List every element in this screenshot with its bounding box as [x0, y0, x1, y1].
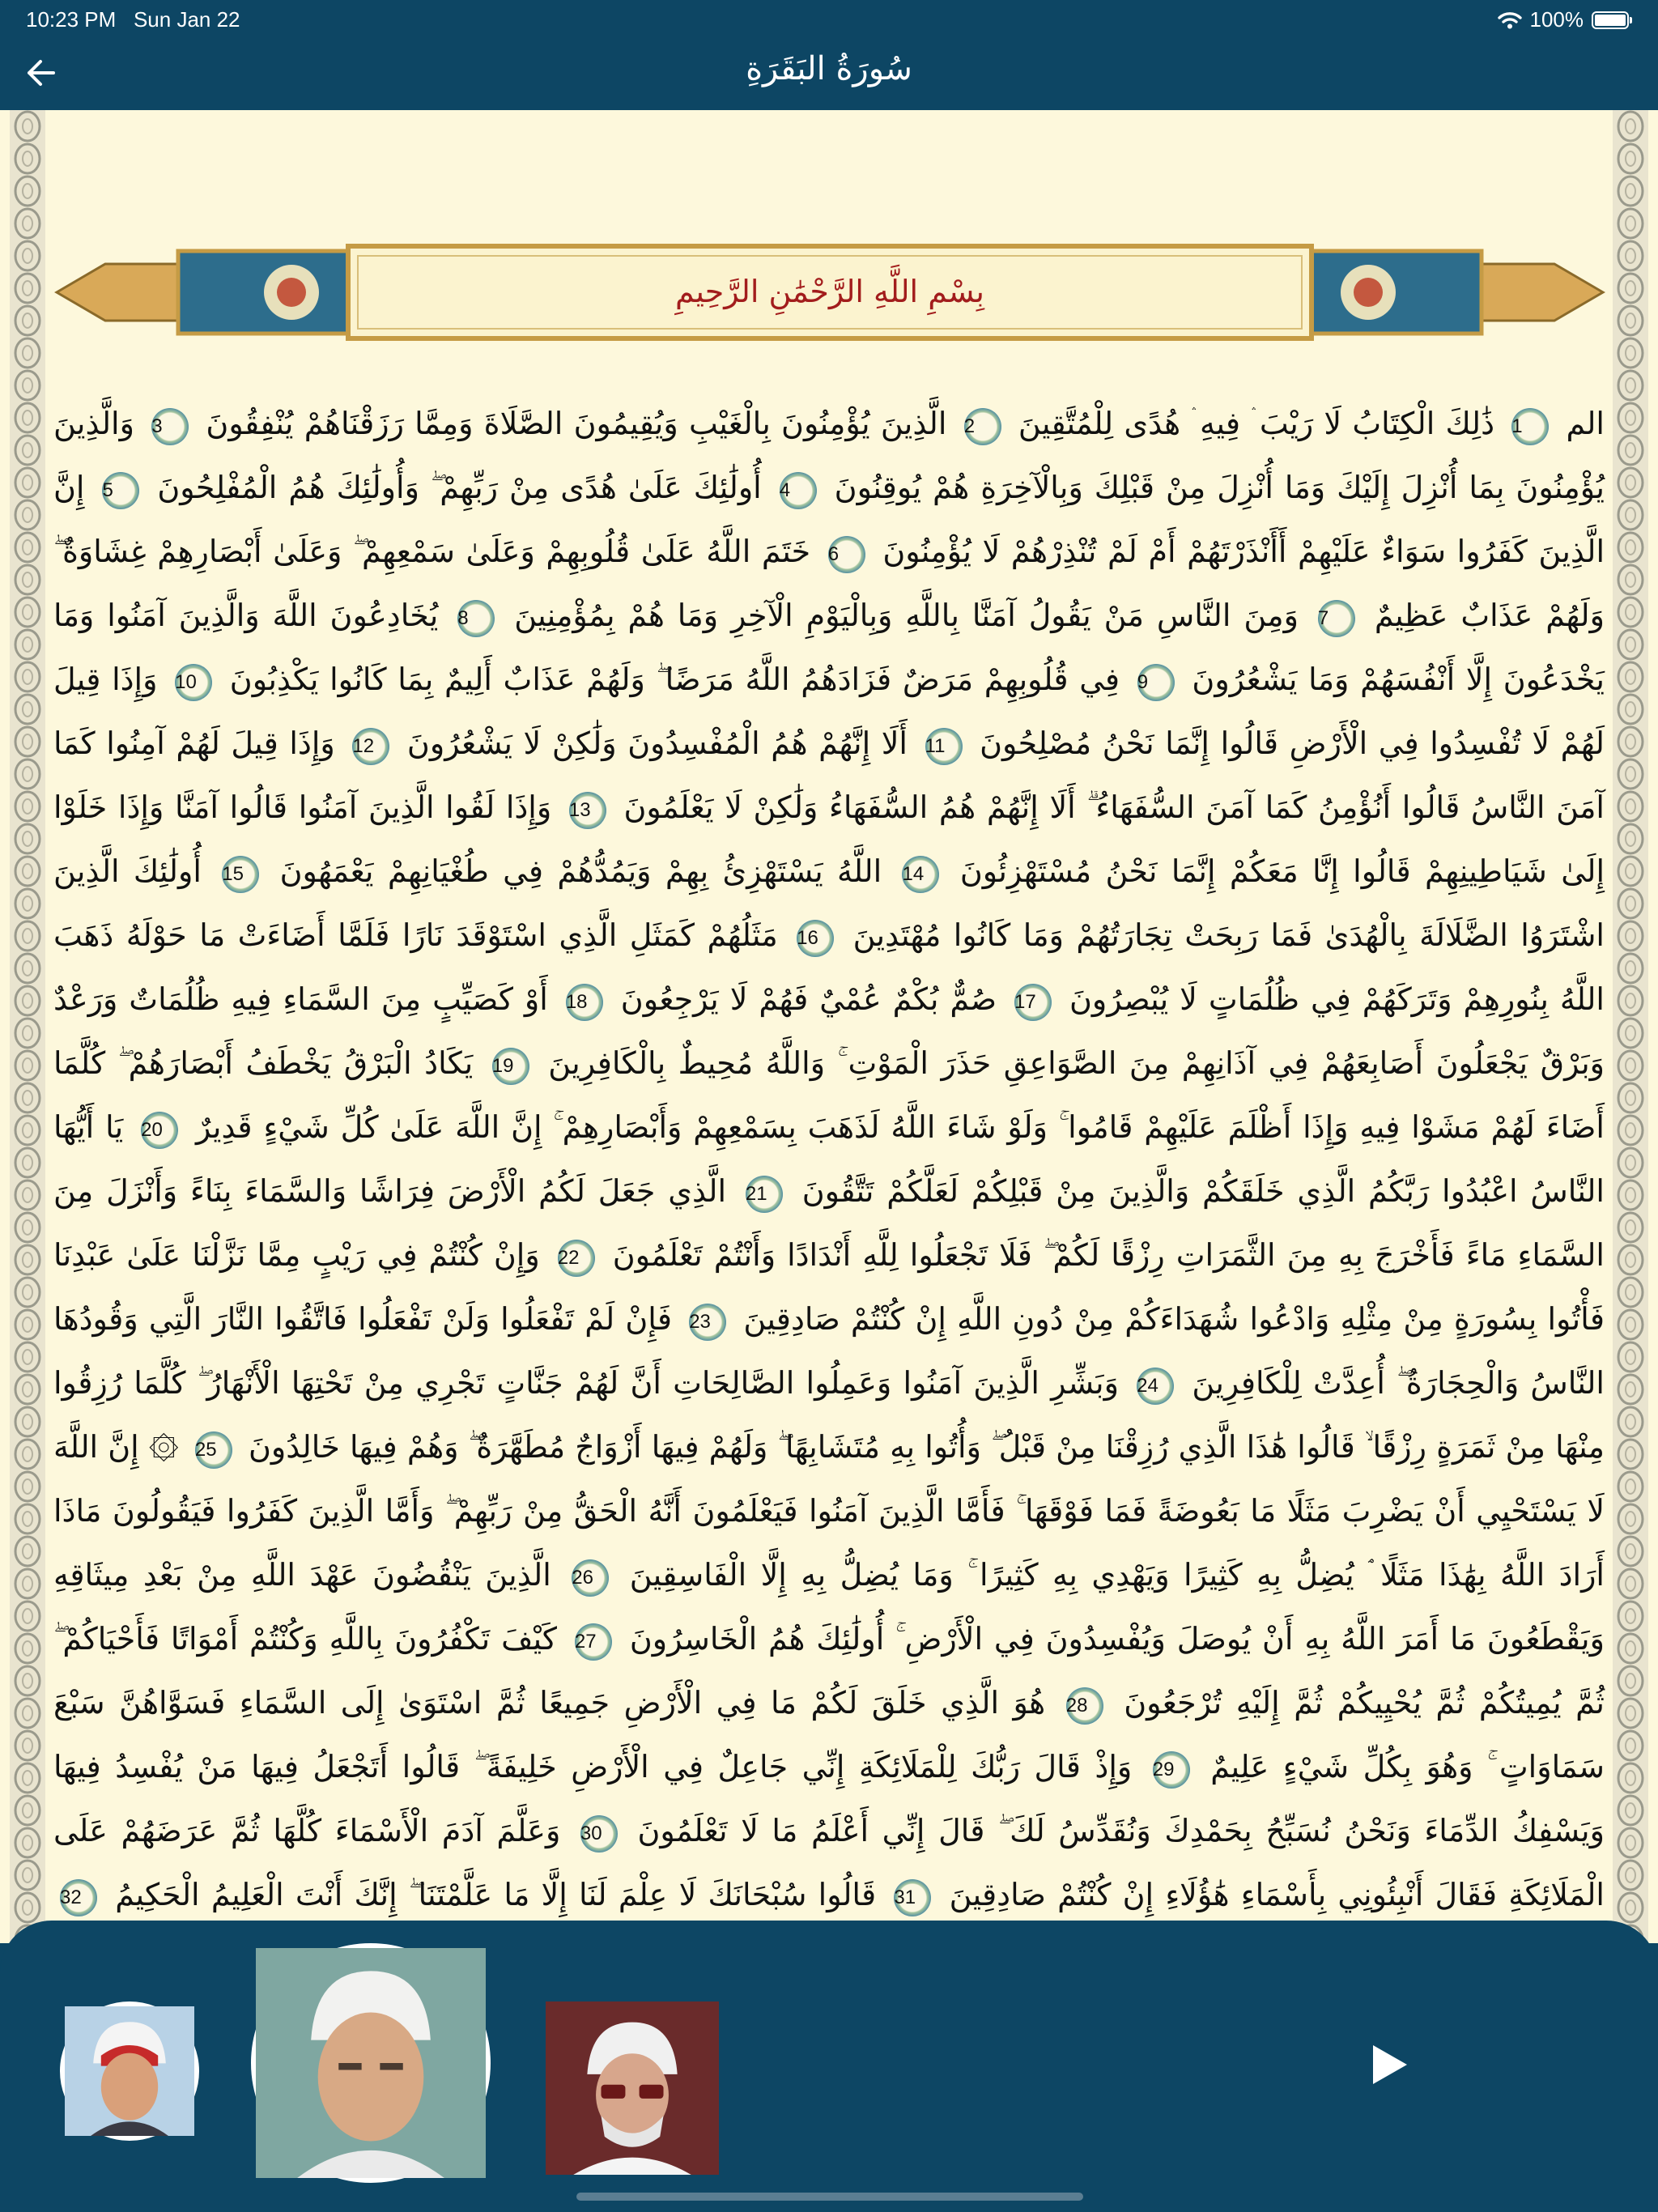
- verse-2[interactable]: ذَٰلِكَ الْكِتَابُ لَا رَيْبَ ۛ فِيهِ ۛ هُدًى لِلْمُتَّقِينَ: [1007, 406, 1495, 441]
- status-bar: [0, 0, 1658, 39]
- ayah-number-marker[interactable]: 23: [689, 1304, 726, 1341]
- ayah-number-marker[interactable]: 13: [569, 792, 606, 829]
- ayah-number-marker[interactable]: 28: [1066, 1687, 1103, 1725]
- page-border-left: [10, 110, 45, 1943]
- ayah-number-marker[interactable]: 25: [195, 1431, 232, 1469]
- verse-27[interactable]: الَّذِينَ يَنْقُضُونَ عَهْدَ اللَّهِ مِنْ بَعْدِ مِيثَاقِهِ وَيَقْطَعُونَ مَا أَمَرَ اللَّهُ بِهِ أَنْ يُوصَلَ وَيُفْسِدُونَ فِي الْأَرْضِ ۚ أُولَٰئِكَ هُمُ الْخَاسِرُونَ: [53, 1557, 1605, 1657]
- ayah-number-marker[interactable]: 4: [780, 472, 817, 509]
- audio-player: [0, 1921, 1658, 2212]
- verse-10[interactable]: فِي قُلُوبِهِمْ مَرَضٌ فَزَادَهُمُ اللَّهُ مَرَضًا ۖ وَلَهُمْ عَذَابٌ أَلِيمٌ بِمَا كَانُوا يَكْذِبُونَ: [219, 661, 1120, 697]
- verse-31[interactable]: وَعَلَّمَ آدَمَ الْأَسْمَاءَ كُلَّهَا ثُمَّ عَرَضَهُمْ عَلَى الْمَلَائِكَةِ فَقَالَ أَنْبِئُونِي بِأَسْمَاءِ هَٰؤُلَاءِ إِنْ كُنْتُمْ صَادِقِينَ: [53, 1813, 1605, 1912]
- ayah-number-marker[interactable]: 10: [175, 664, 212, 701]
- ayah-number-marker[interactable]: 30: [580, 1815, 618, 1853]
- ayah-number-marker[interactable]: 16: [797, 920, 834, 957]
- ayah-number-marker[interactable]: 6: [828, 536, 865, 573]
- ayah-number-marker[interactable]: 17: [1014, 984, 1052, 1021]
- ayah-number-marker[interactable]: 12: [352, 728, 389, 765]
- play-button[interactable]: [1367, 2040, 1412, 2089]
- verse-5[interactable]: أُولَٰئِكَ عَلَىٰ هُدًى مِنْ رَبِّهِمْ ۖ وَأُولَٰئِكَ هُمُ الْمُفْلِحُونَ: [146, 470, 762, 505]
- ayah-number-marker[interactable]: 19: [492, 1048, 529, 1085]
- verse-4[interactable]: وَالَّذِينَ يُؤْمِنُونَ بِمَا أُنْزِلَ إِلَيْكَ وَمَا أُنْزِلَ مِنْ قَبْلِكَ وَبِالْآخِرَةِ هُمْ يُوقِنُونَ: [53, 406, 1605, 505]
- quran-text[interactable]: [53, 392, 1605, 2119]
- ayah-number-marker[interactable]: 5: [102, 472, 139, 509]
- verse-26[interactable]: ۞ إِنَّ اللَّهَ لَا يَسْتَحْيِي أَنْ يَضْرِبَ مَثَلًا مَا بَعُوضَةً فَمَا فَوْقَهَا ۚ فَأَمَّا الَّذِينَ آمَنُوا فَيَعْلَمُونَ أَنَّهُ الْحَقُّ مِنْ رَبِّهِمْ ۖ وَأَمَّا الَّذِينَ كَفَرُوا فَيَقُولُونَ مَاذَا أَرَادَ اللَّهُ بِهَٰذَا مَثَلًا ۘ يُضِلُّ بِهِ كَثِيرًا وَيَهْدِي بِهِ كَثِيرًا ۚ وَمَا يُضِلُّ بِهِ إِلَّا الْفَاسِقِينَ: [53, 1429, 1605, 1593]
- ayah-number-marker[interactable]: 32: [60, 1879, 97, 1916]
- verse-17[interactable]: مَثَلُهُمْ كَمَثَلِ الَّذِي اسْتَوْقَدَ نَارًا فَلَمَّا أَضَاءَتْ مَا حَوْلَهُ ذَهَبَ اللَّهُ بِنُورِهِمْ وَتَرَكَهُمْ فِي ظُلُمَاتٍ لَا يُبْصِرُونَ: [53, 917, 1605, 1017]
- verse-23[interactable]: وَإِنْ كُنْتُمْ فِي رَيْبٍ مِمَّا نَزَّلْنَا عَلَىٰ عَبْدِنَا فَأْتُوا بِسُورَةٍ مِنْ مِثْلِهِ وَادْعُوا شُهَدَاءَكُمْ مِنْ دُونِ اللَّهِ إِنْ كُنْتُمْ صَادِقِينَ: [53, 1237, 1605, 1337]
- reciter-avatar-2[interactable]: [251, 1943, 491, 2183]
- ayah-number-marker[interactable]: 8: [457, 600, 495, 637]
- ayah-number-marker[interactable]: 21: [746, 1176, 783, 1213]
- ayah-number-marker[interactable]: 18: [566, 984, 603, 1021]
- status-right: [1498, 7, 1630, 32]
- ayah-number-marker[interactable]: 15: [222, 856, 259, 893]
- verse-11[interactable]: وَإِذَا قِيلَ لَهُمْ لَا تُفْسِدُوا فِي الْأَرْضِ قَالُوا إِنَّمَا نَحْنُ مُصْلِحُونَ: [53, 661, 1605, 761]
- verse-28[interactable]: كَيْفَ تَكْفُرُونَ بِاللَّهِ وَكُنْتُمْ أَمْوَاتًا فَأَحْيَاكُمْ ۖ ثُمَّ يُمِيتُكُمْ ثُمَّ يُحْيِيكُمْ ثُمَّ إِلَيْهِ تُرْجَعُونَ: [53, 1621, 1605, 1721]
- mushaf-page[interactable]: [0, 110, 1658, 1943]
- ayah-number-marker[interactable]: 24: [1137, 1368, 1174, 1405]
- ayah-number-marker[interactable]: 9: [1137, 664, 1175, 701]
- ayah-number-marker[interactable]: 14: [902, 856, 939, 893]
- verse-9[interactable]: يُخَادِعُونَ اللَّهَ وَالَّذِينَ آمَنُوا وَمَا يَخْدَعُونَ إِلَّا أَنْفُسَهُمْ وَمَا يَشْعُرُونَ: [53, 598, 1605, 697]
- ayah-number-marker[interactable]: 7: [1318, 600, 1355, 637]
- verse-16[interactable]: أُولَٰئِكَ الَّذِينَ اشْتَرَوُا الضَّلَالَةَ بِالْهُدَىٰ فَمَا رَبِحَتْ تِجَارَتُهُمْ وَمَا كَانُوا مُهْتَدِينَ: [53, 853, 1605, 953]
- ayah-number-marker[interactable]: 22: [558, 1240, 595, 1277]
- reciter-avatar-1[interactable]: [60, 2001, 199, 2141]
- battery-percent: 100%: [1529, 7, 1584, 32]
- verse-22[interactable]: الَّذِي جَعَلَ لَكُمُ الْأَرْضَ فِرَاشًا وَالسَّمَاءَ بِنَاءً وَأَنْزَلَ مِنَ السَّمَاءِ مَاءً فَأَخْرَجَ بِهِ مِنَ الثَّمَرَاتِ رِزْقًا لَكُمْ ۖ فَلَا تَجْعَلُوا لِلَّهِ أَنْدَادًا وَأَنْتُمْ تَعْلَمُونَ: [53, 1173, 1605, 1273]
- reciter-portrait-2: [256, 1948, 486, 2178]
- home-indicator[interactable]: [576, 2193, 1083, 2201]
- reciter-portrait-1: [65, 2006, 194, 2136]
- verse-30[interactable]: وَإِذْ قَالَ رَبُّكَ لِلْمَلَائِكَةِ إِنِّي جَاعِلٌ فِي الْأَرْضِ خَلِيفَةً ۖ قَالُوا أَتَجْعَلُ فِيهَا مَنْ يُفْسِدُ فِيهَا وَيَسْفِكُ الدِّمَاءَ وَنَحْنُ نُسَبِّحُ بِحَمْدِكَ وَنُقَدِّسُ لَكَ ۖ قَالَ إِنِّي أَعْلَمُ مَا لَا تَعْلَمُونَ: [53, 1749, 1605, 1848]
- ayah-number-marker[interactable]: 20: [141, 1112, 178, 1149]
- ayah-number-marker[interactable]: 1: [1511, 408, 1549, 445]
- ayah-number-marker[interactable]: 3: [151, 408, 189, 445]
- verse-3[interactable]: الَّذِينَ يُؤْمِنُونَ بِالْغَيْبِ وَيُقِيمُونَ الصَّلَاةَ وَمِمَّا رَزَقْنَاهُمْ يُنْفِقُونَ: [195, 406, 947, 441]
- verse-19[interactable]: أَوْ كَصَيِّبٍ مِنَ السَّمَاءِ فِيهِ ظُلُمَاتٌ وَرَعْدٌ وَبَرْقٌ يَجْعَلُونَ أَصَابِعَهُمْ فِي آذَانِهِمْ مِنَ الصَّوَاعِقِ حَذَرَ الْمَوْتِ ۚ وَاللَّهُ مُحِيطٌ بِالْكَافِرِينَ: [53, 981, 1605, 1081]
- page-title: سُورَةُ البَقَرَةِ: [746, 50, 912, 87]
- verse-25[interactable]: وَبَشِّرِ الَّذِينَ آمَنُوا وَعَمِلُوا الصَّالِحَاتِ أَنَّ لَهُمْ جَنَّاتٍ تَجْرِي مِنْ تَحْتِهَا الْأَنْهَارُ ۖ كُلَّمَا رُزِقُوا مِنْهَا مِنْ ثَمَرَةٍ رِزْقًا ۙ قَالُوا هَٰذَا الَّذِي رُزِقْنَا مِنْ قَبْلُ ۖ وَأُتُوا بِهِ مُتَشَابِهًا ۖ وَلَهُمْ فِيهَا أَزْوَاجٌ مُطَهَّرَةٌ ۖ وَهُمْ فِيهَا خَالِدُونَ: [53, 1365, 1605, 1465]
- verse-8[interactable]: وَمِنَ النَّاسِ مَنْ يَقُولُ آمَنَّا بِاللَّهِ وَبِالْيَوْمِ الْآخِرِ وَمَا هُمْ بِمُؤْمِنِينَ: [501, 598, 1299, 633]
- reciter-avatar-3[interactable]: [546, 2001, 719, 2175]
- page-border-right: [1613, 110, 1648, 1943]
- status-time-date: 10:23 PM Sun Jan 22: [26, 7, 240, 32]
- verse-32[interactable]: قَالُوا سُبْحَانَكَ لَا عِلْمَ لَنَا إِلَّا مَا عَلَّمْتَنَا ۖ إِنَّكَ أَنْتَ الْعَلِيمُ الْحَكِيمُ: [104, 1877, 877, 1912]
- ayah-number-marker[interactable]: 31: [894, 1879, 931, 1916]
- verse-12[interactable]: أَلَا إِنَّهُمْ هُمُ الْمُفْسِدُونَ وَلَٰكِنْ لَا يَشْعُرُونَ: [396, 725, 908, 761]
- verse-29[interactable]: هُوَ الَّذِي خَلَقَ لَكُمْ مَا فِي الْأَرْضِ جَمِيعًا ثُمَّ اسْتَوَىٰ إِلَى السَّمَاءِ فَسَوَّاهُنَّ سَبْعَ سَمَاوَاتٍ ۚ وَهُوَ بِكُلِّ شَيْءٍ عَلِيمٌ: [53, 1685, 1605, 1784]
- play-icon: [1367, 2040, 1412, 2089]
- ayah-number-marker[interactable]: 26: [572, 1559, 609, 1597]
- verse-24[interactable]: فَإِنْ لَمْ تَفْعَلُوا وَلَنْ تَفْعَلُوا فَاتَّقُوا النَّارَ الَّتِي وَقُودُهَا النَّاسُ وَالْحِجَارَةُ ۖ أُعِدَّتْ لِلْكَافِرِينَ: [53, 1301, 1605, 1401]
- verse-1[interactable]: الم: [1555, 406, 1605, 441]
- ayah-number-marker[interactable]: 2: [964, 408, 1001, 445]
- reciter-portrait-3: [546, 2001, 719, 2175]
- verse-14[interactable]: وَإِذَا لَقُوا الَّذِينَ آمَنُوا قَالُوا آمَنَّا وَإِذَا خَلَوْا إِلَىٰ شَيَاطِينِهِمْ قَالُوا إِنَّا مَعَكُمْ إِنَّمَا نَحْنُ مُسْتَهْزِئُونَ: [53, 789, 1605, 889]
- ayah-number-marker[interactable]: 29: [1153, 1751, 1190, 1789]
- verse-7[interactable]: خَتَمَ اللَّهُ عَلَىٰ قُلُوبِهِمْ وَعَلَىٰ سَمْعِهِمْ ۖ وَعَلَىٰ أَبْصَارِهِمْ غِشَاوَةٌ ۖ وَلَهُمْ عَذَابٌ عَظِيمٌ: [53, 534, 1605, 633]
- verse-15[interactable]: اللَّهُ يَسْتَهْزِئُ بِهِمْ وَيَمُدُّهُمْ فِي طُغْيَانِهِمْ يَعْمَهُونَ: [266, 853, 882, 889]
- ayah-number-marker[interactable]: 27: [575, 1623, 612, 1661]
- bismillah: بِسْمِ اللَّهِ الرَّحْمَٰنِ الرَّحِيمِ: [675, 274, 984, 309]
- verse-18[interactable]: صُمٌّ بُكْمٌ عُمْيٌ فَهُمْ لَا يَرْجِعُونَ: [609, 981, 997, 1017]
- battery-icon: [1592, 11, 1629, 29]
- ayah-number-marker[interactable]: 11: [925, 728, 963, 765]
- verse-6[interactable]: إِنَّ الَّذِينَ كَفَرُوا سَوَاءٌ عَلَيْهِمْ أَأَنْذَرْتَهُمْ أَمْ لَمْ تُنْذِرْهُمْ لَا يُؤْمِنُونَ: [53, 470, 1605, 569]
- verse-21[interactable]: يَا أَيُّهَا النَّاسُ اعْبُدُوا رَبَّكُمُ الَّذِي خَلَقَكُمْ وَالَّذِينَ مِنْ قَبْلِكُمْ لَعَلَّكُمْ تَتَّقُونَ: [53, 1109, 1605, 1209]
- nav-bar: [0, 39, 1658, 110]
- verse-20[interactable]: يَكَادُ الْبَرْقُ يَخْطَفُ أَبْصَارَهُمْ ۖ كُلَّمَا أَضَاءَ لَهُمْ مَشَوْا فِيهِ وَإِذَا أَظْلَمَ عَلَيْهِمْ قَامُوا ۚ وَلَوْ شَاءَ اللَّهُ لَذَهَبَ بِسَمْعِهِمْ وَأَبْصَارِهِمْ ۚ إِنَّ اللَّهَ عَلَىٰ كُلِّ شَيْءٍ قَدِيرٌ: [53, 1045, 1605, 1145]
- wifi-icon: [1498, 11, 1522, 29]
- verse-13[interactable]: وَإِذَا قِيلَ لَهُمْ آمِنُوا كَمَا آمَنَ النَّاسُ قَالُوا أَنُؤْمِنُ كَمَا آمَنَ السُّفَهَاءُ ۗ أَلَا إِنَّهُمْ هُمُ السُّفَهَاءُ وَلَٰكِنْ لَا يَعْلَمُونَ: [53, 725, 1605, 825]
